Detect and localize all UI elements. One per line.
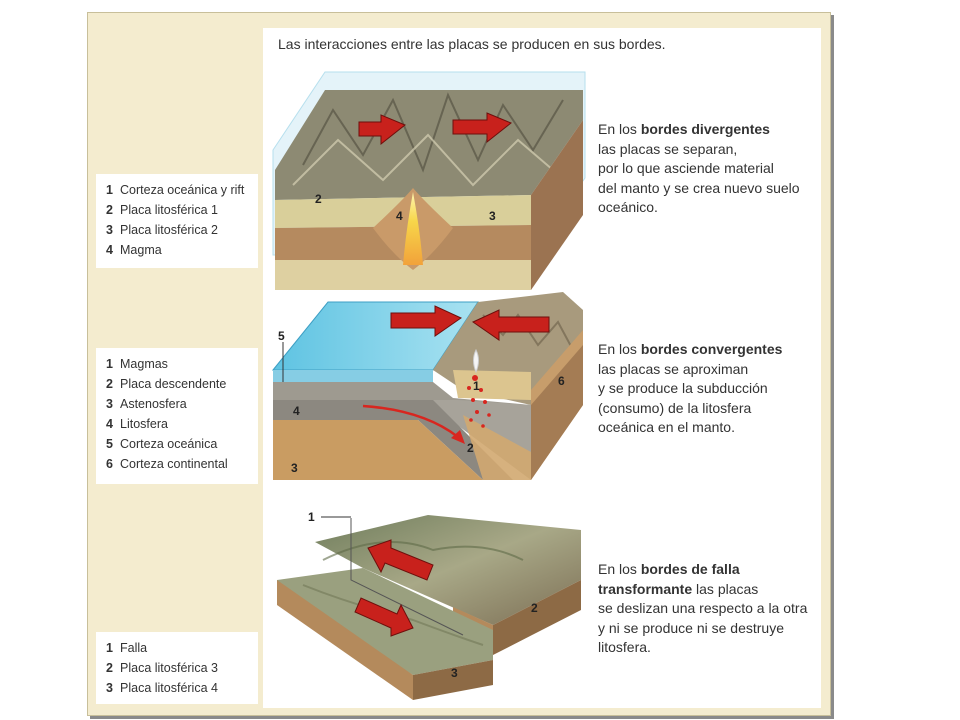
- legend-item: 6 Corteza continental: [106, 457, 228, 471]
- label-3: 3: [451, 666, 458, 680]
- legend-convergent: [96, 348, 258, 484]
- legend-item: 2 Placa descendente: [106, 377, 227, 391]
- label-3: 3: [489, 209, 496, 223]
- legend-item: 5 Corteza oceánica: [106, 437, 218, 451]
- label-2: 2: [315, 192, 322, 206]
- label-4: 4: [396, 209, 403, 223]
- convergent-block: [273, 292, 583, 480]
- label-3: 3: [291, 461, 298, 475]
- continental-crust: [453, 370, 531, 400]
- legend-item: 1 Magmas: [106, 357, 168, 371]
- plate-boundary-diagrams: [263, 60, 603, 700]
- legend-item: 4 Litosfera: [106, 417, 168, 431]
- label-1: 1: [473, 379, 480, 393]
- legend-divergent: [96, 174, 258, 268]
- label-2: 2: [467, 441, 474, 455]
- desc-divergent: En los bordes divergentes las placas se separan, por lo que asciende material del manto y se crea nuevo suelo oceánico.: [598, 121, 800, 215]
- transform-block: [277, 510, 581, 700]
- desc-transform: En los bordes de falla transformante las placas se deslizan una respecto a la otra y ni se produce ni se destruye litosfera.: [598, 561, 808, 655]
- label-5: 5: [278, 329, 285, 343]
- legend-item: 1 Falla: [106, 641, 148, 655]
- label-1: 1: [308, 510, 315, 524]
- legend-item: 3 Placa litosférica 4: [106, 681, 218, 695]
- legend-item: 4 Magma: [106, 243, 162, 257]
- label-6: 6: [558, 374, 565, 388]
- legend-transform: [96, 632, 258, 704]
- intro-text: Las interacciones entre las placas se producen en sus bordes.: [278, 36, 666, 52]
- desc-convergent: En los bordes convergentes las placas se aproximan y se produce la subducción (consumo) de la litosfera oceánica en el manto.: [598, 341, 783, 435]
- legend-item: 1 Corteza oceánica y rift: [106, 183, 245, 197]
- label-2: 2: [531, 601, 538, 615]
- legend-item: 2 Placa litosférica 1: [106, 203, 218, 217]
- divergent-block: [273, 72, 585, 290]
- legend-item: 3 Placa litosférica 2: [106, 223, 218, 237]
- label-4: 4: [293, 404, 300, 418]
- legend-item: 3 Astenosfera: [106, 397, 187, 411]
- legend-item: 2 Placa litosférica 3: [106, 661, 218, 675]
